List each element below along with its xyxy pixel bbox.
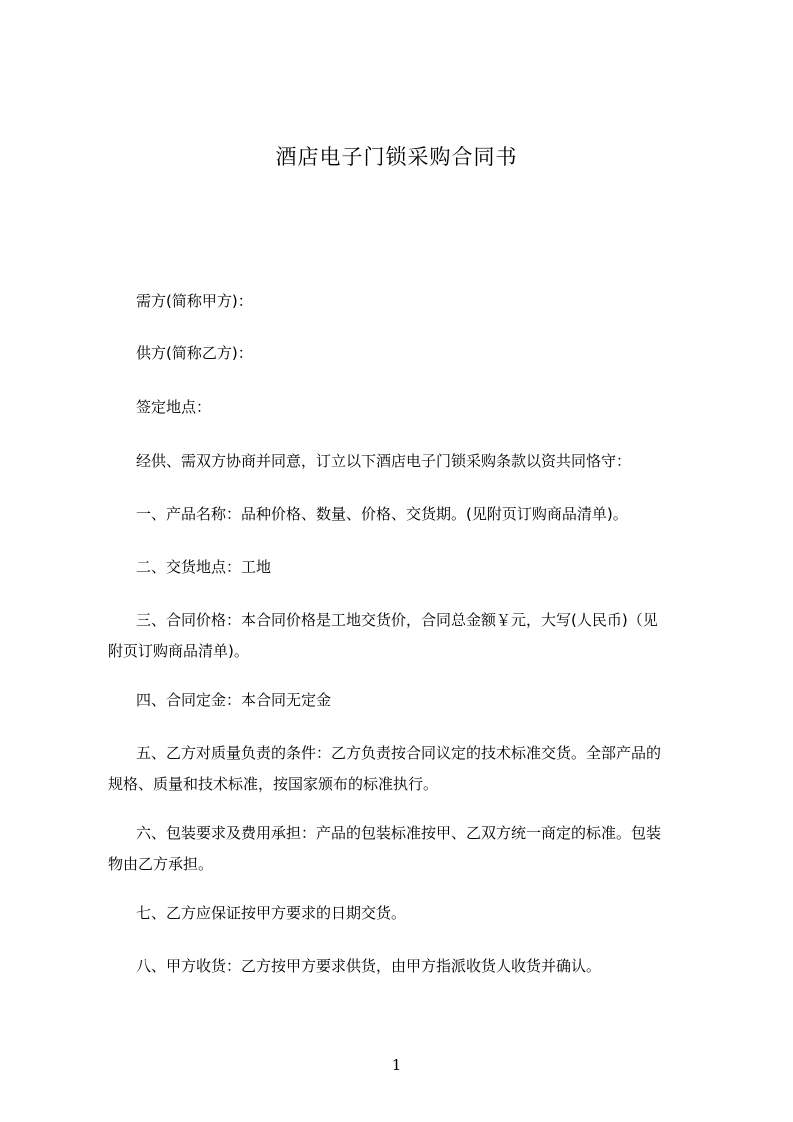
- clause-8: 八、甲方收货：乙方按甲方要求供货，由甲方指派收货人收货并确认。: [136, 957, 602, 975]
- clause-3-line-2: 附页订购商品清单)。: [108, 642, 249, 660]
- clause-5-line-2: 规格、质量和技术标准，按国家颁布的标准执行。: [108, 775, 439, 793]
- buyer-field: 需方(简称甲方)：: [136, 292, 253, 310]
- signing-place-field: 签定地点：: [136, 398, 212, 416]
- clause-2: 二、交货地点：工地: [136, 558, 272, 576]
- intro-paragraph: 经供、需双方协商并同意，订立以下酒店电子门锁采购条款以资共同恪守：: [136, 452, 632, 470]
- clause-6-line-2: 物由乙方承担。: [108, 855, 214, 873]
- clause-3-line-1: 三、合同价格：本合同价格是工地交货价，合同总金额￥元，大写(人民币)（见: [136, 611, 658, 629]
- clause-5-line-1: 五、乙方对质量负责的条件：乙方负责按合同议定的技术标准交货。全部产品的: [136, 744, 662, 762]
- clause-4: 四、合同定金：本合同无定金: [136, 691, 332, 709]
- clause-3: [108, 605, 706, 667]
- document-title: 酒店电子门锁采购合同书: [275, 145, 518, 169]
- supplier-field: 供方(简称乙方)：: [136, 344, 253, 362]
- clause-6: [108, 818, 706, 880]
- clause-1: 一、产品名称：品种价格、数量、价格、交货期。(见附页订购商品清单)。: [136, 505, 628, 523]
- clause-6-line-1: 六、包装要求及费用承担：产品的包装标准按甲、乙双方统一商定的标准。包装: [136, 824, 662, 842]
- clause-7: 七、乙方应保证按甲方要求的日期交货。: [136, 904, 407, 922]
- page-number: 1: [391, 1056, 402, 1074]
- clause-5: [108, 738, 706, 800]
